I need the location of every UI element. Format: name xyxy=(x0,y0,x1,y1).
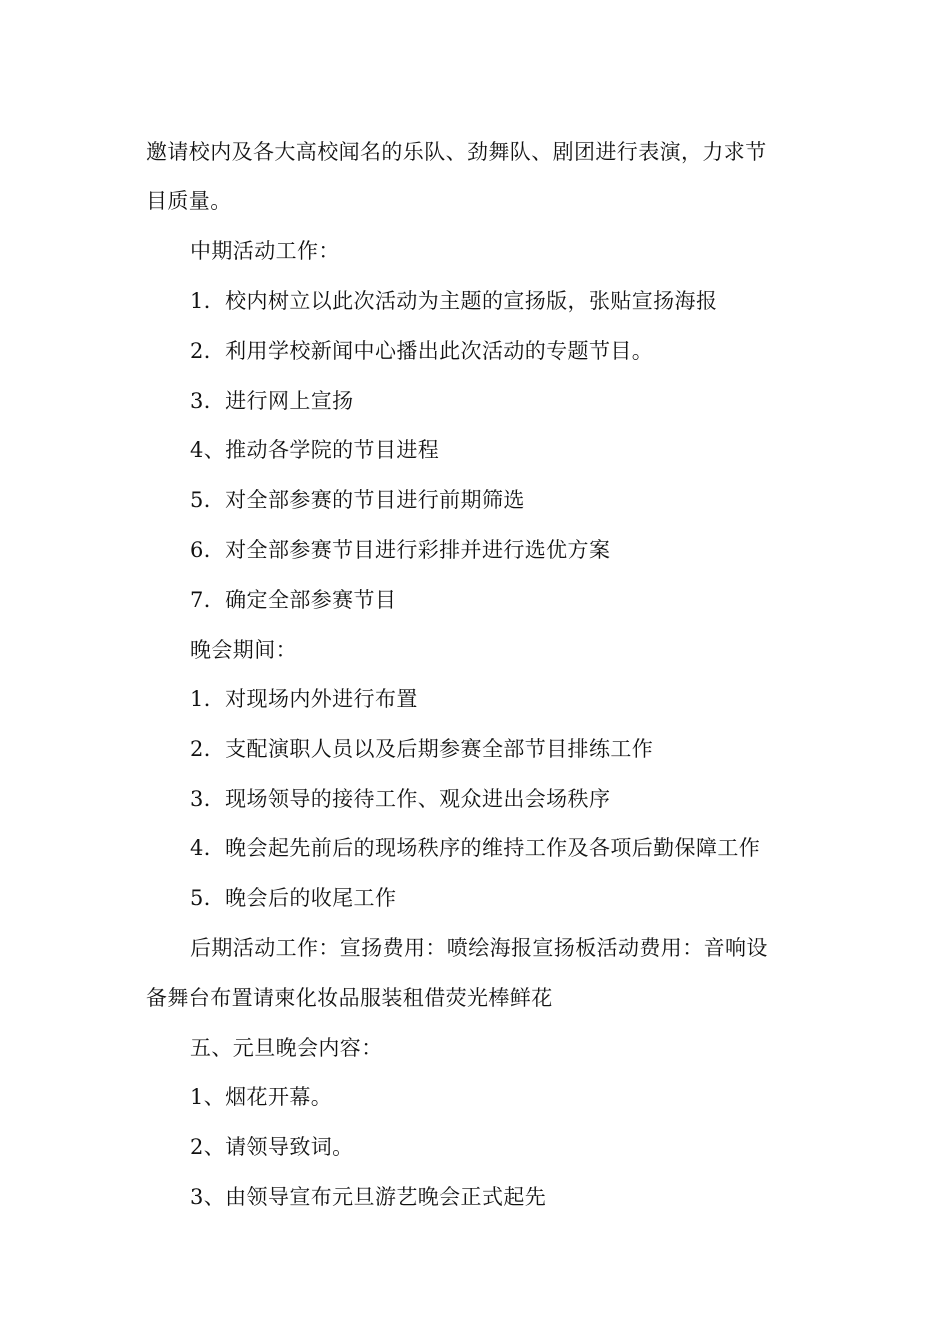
list-item: 2．利用学校新闻中心播出此次活动的专题节目。 xyxy=(190,339,654,363)
list-item: 3、由领导宣布元旦游艺晚会正式起先 xyxy=(190,1185,547,1209)
list-item: 3．现场领导的接待工作、观众进出会场秩序 xyxy=(190,787,611,811)
list-item: 6．对全部参赛节目进行彩排并进行选优方案 xyxy=(190,538,611,562)
paragraph-line: 邀请校内及各大高校闻名的乐队、劲舞队、剧团进行表演，力求节 xyxy=(146,140,767,164)
list-item: 7．确定全部参赛节目 xyxy=(190,588,397,612)
list-item: 1．校内树立以此次活动为主题的宣扬版，张贴宣扬海报 xyxy=(190,289,718,313)
paragraph-line: 后期活动工作：宣扬费用：喷绘海报宣扬板活动费用：音响设 xyxy=(190,936,768,960)
list-item: 5．晚会后的收尾工作 xyxy=(190,886,397,910)
section-heading: 中期活动工作： xyxy=(190,239,340,263)
section-heading: 晚会期间： xyxy=(190,638,297,662)
list-item: 2．支配演职人员以及后期参赛全部节目排练工作 xyxy=(190,737,654,761)
list-item: 3．进行网上宣扬 xyxy=(190,389,354,413)
paragraph-line: 目质量。 xyxy=(146,189,232,213)
list-item: 1．对现场内外进行布置 xyxy=(190,687,418,711)
list-item: 5．对全部参赛的节目进行前期筛选 xyxy=(190,488,525,512)
list-item: 4．晚会起先前后的现场秩序的维持工作及各项后勤保障工作 xyxy=(190,836,761,860)
paragraph-line: 备舞台布置请柬化妆品服装租借荧光棒鲜花 xyxy=(146,986,553,1010)
list-item: 1、烟花开幕。 xyxy=(190,1085,333,1109)
section-heading: 五、元旦晚会内容： xyxy=(190,1036,383,1060)
list-item: 2、请领导致词。 xyxy=(190,1135,354,1159)
list-item: 4、推动各学院的节目进程 xyxy=(190,438,440,462)
